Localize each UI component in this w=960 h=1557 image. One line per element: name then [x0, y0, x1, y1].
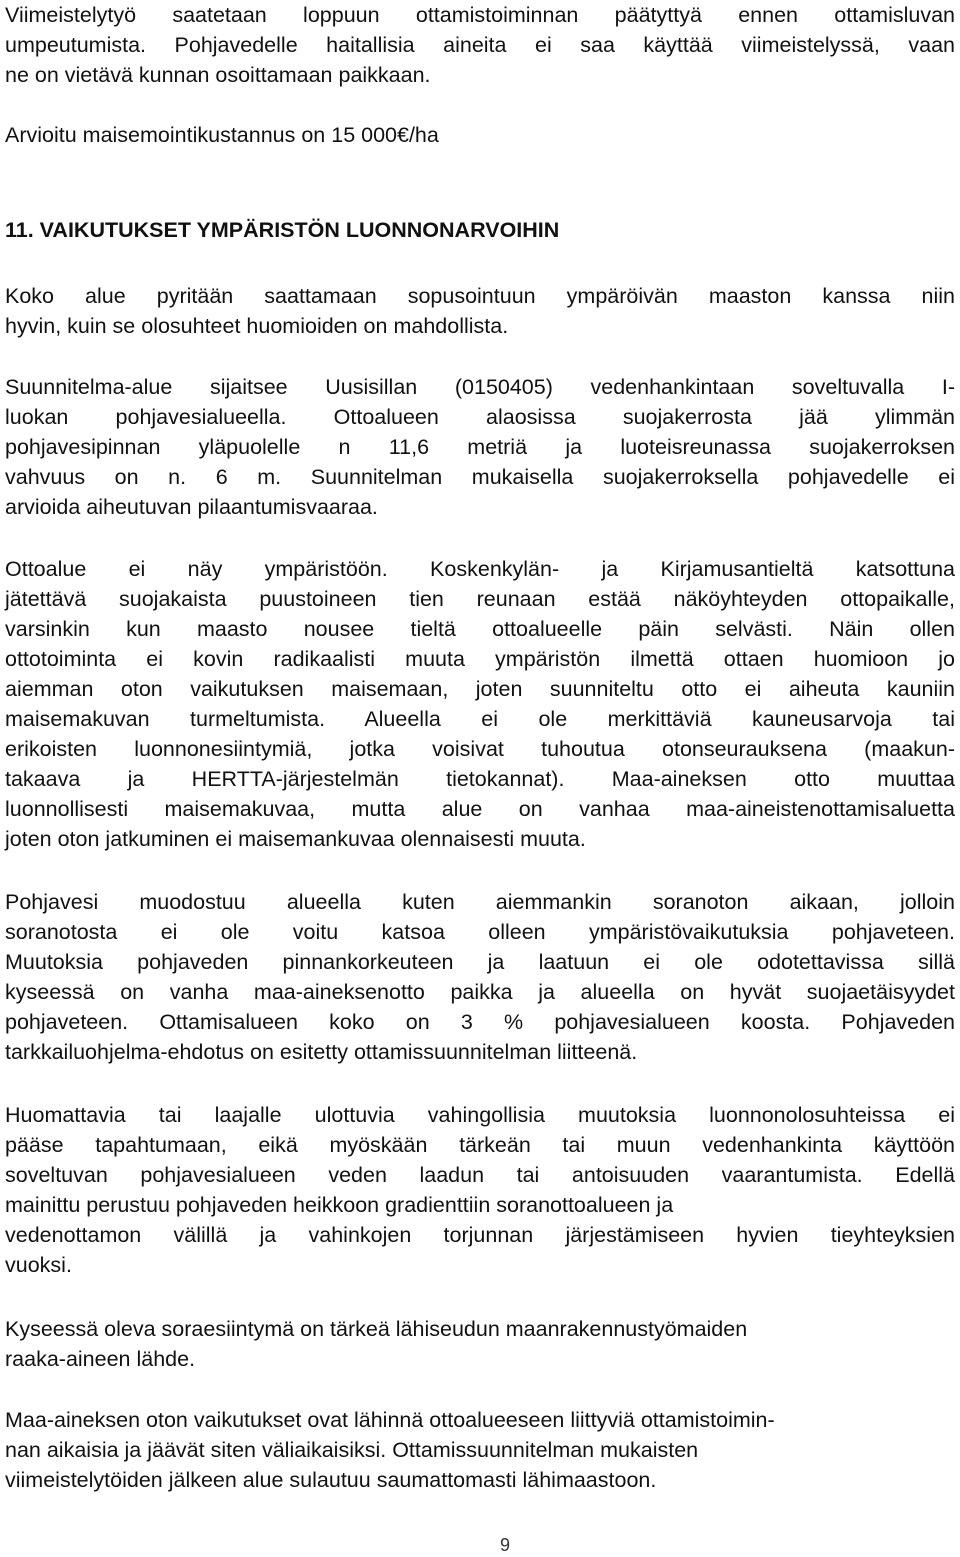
paragraph-line: soranotosta ei ole voitu katsoa olleen ympäristövaikutuksia pohjaveteen. — [5, 920, 955, 944]
paragraph-line: vahvuus on n. 6 m. Suunnitelman mukaisella suojakerroksella pohjavedelle ei — [5, 465, 955, 489]
page-number: 9 — [499, 1535, 510, 1555]
paragraph — [5, 887, 955, 1067]
paragraph-line: Muutoksia pohjaveden pinnankorkeuteen ja laatuun ei ole odotettavissa sillä — [5, 950, 955, 974]
paragraph-line: Huomattavia tai laajalle ulottuvia vahingollisia muutoksia luonnonolosuhteissa ei — [5, 1103, 955, 1127]
paragraph-line: Arvioitu maisemointikustannus on 15 000€/ha — [5, 123, 439, 147]
paragraph — [5, 0, 955, 90]
paragraph-line: ne on vietävä kunnan osoittamaan paikkaan. — [5, 63, 431, 87]
paragraph-line: mainittu perustuu pohjaveden heikkoon gradienttiin soranottoalueen ja — [5, 1193, 674, 1217]
paragraph — [5, 281, 955, 341]
paragraph-line: Maa-aineksen oton vaikutukset ovat lähinnä ottoalueeseen liittyviä ottamistoimin- — [5, 1408, 775, 1432]
paragraph-line: maisemakuvan turmeltumista. Alueella ei ole merkittäviä kauneusarvoja tai — [5, 707, 955, 731]
paragraph-line: vedenottamon välillä ja vahinkojen torjunnan järjestämiseen hyvien tieyhteyksien — [5, 1223, 955, 1247]
paragraph-line: aiemman oton vaikutuksen maisemaan, joten suunniteltu otto ei aiheuta kauniin — [5, 677, 955, 701]
heading-text: 11. VAIKUTUKSET YMPÄRISTÖN LUONNONARVOIHIN — [5, 218, 560, 242]
paragraph-line: Pohjavesi muodostuu alueella kuten aiemmankin soranoton aikaan, jolloin — [5, 890, 955, 914]
paragraph-line: vuoksi. — [5, 1253, 72, 1277]
paragraph-line: ottotoiminta ei kovin radikaalisti muuta ympäristön ilmettä ottaen huomioon jo — [5, 647, 955, 671]
paragraph — [5, 1100, 955, 1280]
paragraph-line: pääse tapahtumaan, eikä myöskään tärkeän tai muun vedenhankinta käyttöön — [5, 1133, 955, 1157]
paragraph-line: arvioida aiheutuvan pilaantumisvaaraa. — [5, 495, 378, 519]
paragraph — [5, 554, 955, 854]
paragraph-line: joten oton jatkuminen ei maisemankuvaa olennaisesti muuta. — [5, 827, 586, 851]
paragraph-line: Koko alue pyritään saattamaan sopusointuun ympäröivän maaston kanssa niin — [5, 284, 955, 308]
paragraph-line: Viimeistelytyö saatetaan loppuun ottamistoiminnan päätyttyä ennen ottamisluvan — [5, 3, 955, 27]
paragraph-line: soveltuvan pohjavesialueen veden laadun tai antoisuuden vaarantumista. Edellä — [5, 1163, 955, 1187]
paragraph-line: raaka-aineen lähde. — [5, 1347, 196, 1371]
paragraph-line: Kyseessä oleva soraesiintymä on tärkeä lähiseudun maanrakennustyömaiden — [5, 1317, 748, 1341]
paragraph-line: luonnollisesti maisemakuvaa, mutta alue on vanhaa maa-aineistenottamisaluetta — [5, 797, 955, 821]
paragraph-line: kyseessä on vanha maa-aineksenotto paikka ja alueella on hyvät suojaetäisyydet — [5, 980, 955, 1004]
paragraph-line: viimeistelytöiden jälkeen alue sulautuu saumattomasti lähimaastoon. — [5, 1468, 657, 1492]
paragraph-line: Suunnitelma-alue sijaitsee Uusisillan (0150405) vedenhankintaan soveltuvalla I- — [5, 375, 955, 399]
paragraph-line: erikoisten luonnonesiintymiä, jotka voisivat tuhoutua otonseurauksena (maakun- — [5, 737, 955, 761]
paragraph-line: takaava ja HERTTA-järjestelmän tietokannat). Maa-aineksen otto muuttaa — [5, 767, 955, 791]
paragraph-line: luokan pohjavesialueella. Ottoalueen alaosissa suojakerrosta jää ylimmän — [5, 405, 955, 429]
paragraph — [5, 1405, 955, 1495]
paragraph — [5, 1314, 955, 1374]
paragraph-line: Ottoalue ei näy ympäristöön. Koskenkylän- ja Kirjamusantieltä katsottuna — [5, 557, 955, 581]
paragraph-line: pohjavesipinnan yläpuolelle n 11,6 metriä ja luoteisreunassa suojakerroksen — [5, 435, 955, 459]
paragraph-line: hyvin, kuin se olosuhteet huomioiden on mahdollista. — [5, 314, 509, 338]
paragraph-line: jätettävä suojakaista puustoineen tien reunaan estää näköyhteyden ottopaikalle, — [5, 587, 955, 611]
paragraph-line: pohjaveteen. Ottamisalueen koko on 3 % pohjavesialueen koosta. Pohjaveden — [5, 1010, 955, 1034]
paragraph-line: varsinkin kun maasto nousee tieltä ottoalueelle päin selvästi. Näin ollen — [5, 617, 955, 641]
paragraph-line: umpeutumista. Pohjavedelle haitallisia aineita ei saa käyttää viimeistelyssä, vaan — [5, 33, 955, 57]
paragraph — [5, 372, 955, 522]
paragraph-line: nan aikaisia ja jäävät siten väliaikaisiksi. Ottamissuunnitelman mukaisten — [5, 1438, 699, 1462]
section-heading — [5, 215, 955, 245]
paragraph-line: tarkkailuohjelma-ehdotus on esitetty ottamissuunnitelman liitteenä. — [5, 1040, 638, 1064]
paragraph — [5, 120, 955, 150]
